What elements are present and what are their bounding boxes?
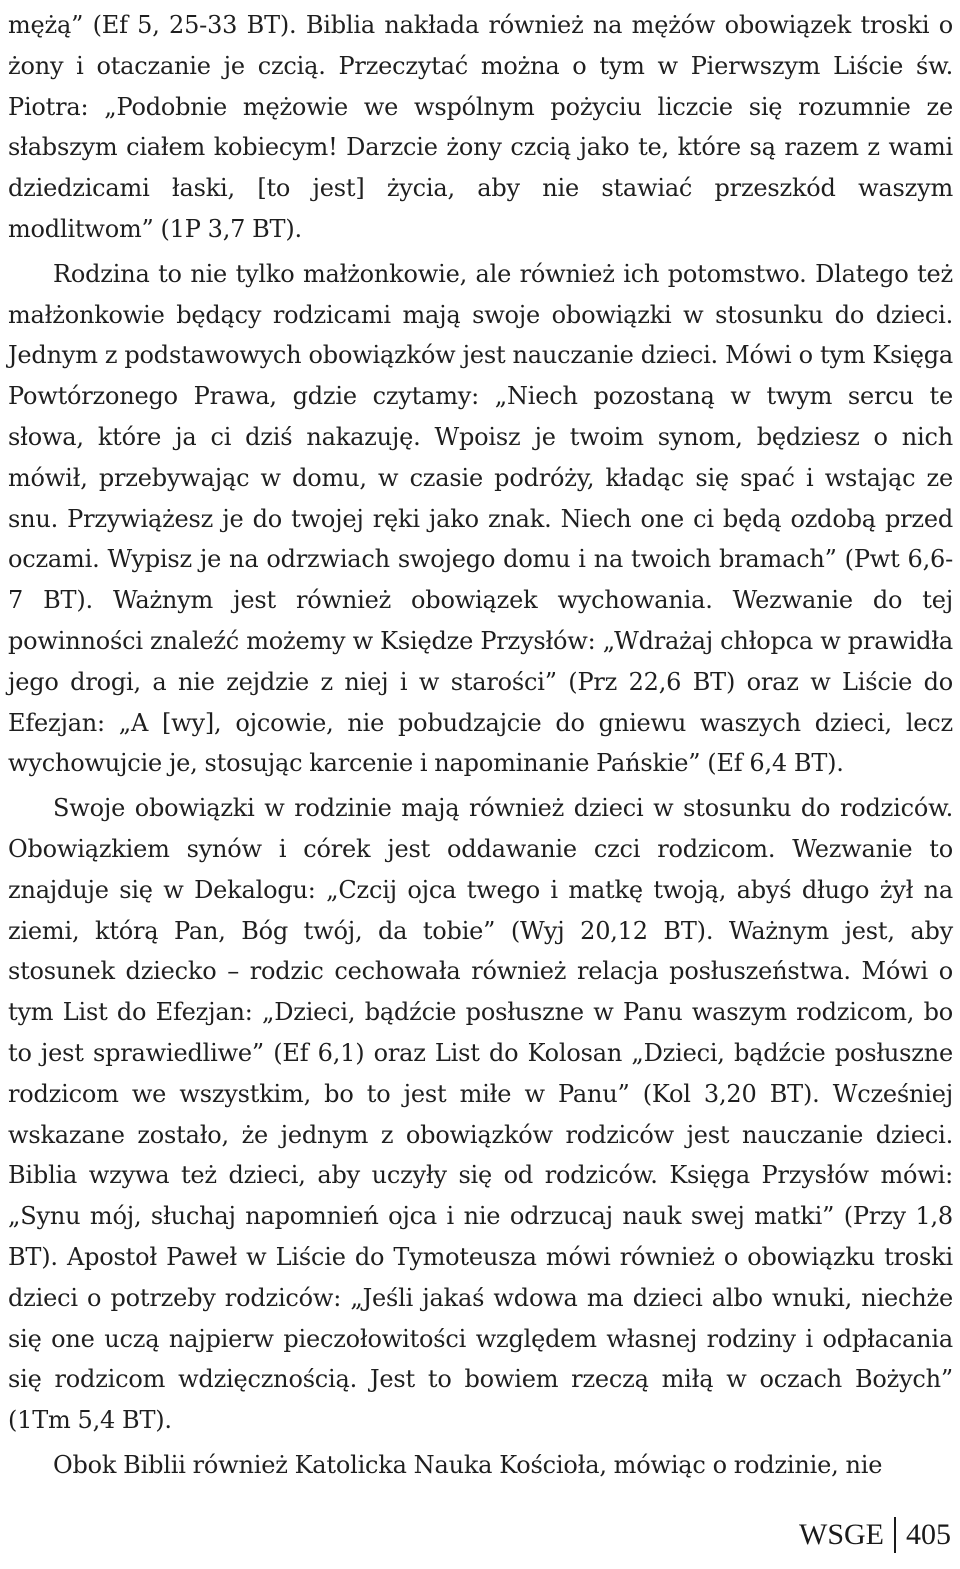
page-footer <box>799 1517 951 1553</box>
paragraph-1: mężą” (Ef 5, 25-33 BT). Biblia nakłada również na mężów obowiązek troski o żony i otaczanie je czcią. Przeczytać można o tym w Pierwszym Liście św. Piotra: „Podobnie mężowie we wspólnym pożyciu liczcie się rozumnie ze słabszym ciałem kobiecym! Darzcie żony czcią jako te, które są razem z wami dziedzicami łaski, [to jest] życia, aby nie stawiać przeszkód waszym modlitwom” (1P 3,7 BT). <box>8 11 953 243</box>
document-page <box>8 0 953 1486</box>
footer-divider <box>894 1517 896 1553</box>
paragraph-4: Obok Biblii również Katolicka Nauka Kościoła, mówiąc o rodzinie, nie <box>53 1450 883 1479</box>
page-number: 405 <box>906 1518 951 1551</box>
publisher-name: WSGE <box>799 1518 884 1551</box>
paragraph-2: Rodzina to nie tylko małżonkowie, ale również ich potomstwo. Dlatego też małżonkowie będący rodzicami mają swoje obowiązki w stosunku do dzieci. Jednym z podstawowych obowiązków jest nauczanie dzieci. Mówi o tym Księga Powtórzonego Prawa, gdzie czytamy: „Niech pozostaną w twym sercu te słowa, które ja ci dziś nakazuję. Wpoisz je twoim synom, będziesz o nich mówił, przebywając w domu, w czasie podróży, kładąc się spać i wstając ze snu. Przywiążesz je do twojej ręki jako znak. Niech one ci będą ozdobą przed oczami. Wypisz je na odrzwiach swojego domu i na twoich bramach” (Pwt 6,6-7 BT). Ważnym jest również obowiązek wychowania. Wezwanie do tej powinności znaleźć możemy w Księdze Przysłów: „Wdrażaj chłopca w prawidła jego drogi, a nie zejdzie z niej i w starości” (Prz 22,6 BT) oraz w Liście do Efezjan: „A [wy], ojcowie, nie pobudzajcie do gniewu waszych dzieci, lecz wychowujcie je, stosując karcenie i napominanie Pańskie” (Ef 6,4 BT). <box>8 259 953 778</box>
paragraph-3: Swoje obowiązki w rodzinie mają również dzieci w stosunku do rodziców. Obowiązkiem synów i córek jest oddawanie czci rodzicom. Wezwanie to znajduje się w Dekalogu: „Czcij ojca twego i matkę twoją, abyś długo żył na ziemi, którą Pan, Bóg twój, da tobie” (Wyj 20,12 BT). Ważnym jest, aby stosunek dziecko – rodzic cechowała również relacja posłuszeństwa. Mówi o tym List do Efezjan: „Dzieci, bądźcie posłuszne w Panu waszym rodzicom, bo to jest sprawiedliwe” (Ef 6,1) oraz List do Kolosan „Dzieci, bądźcie posłuszne rodzicom we wszystkim, bo to jest miłe w Panu” (Kol 3,20 BT). Wcześniej wskazane zostało, że jednym z obowiązków rodziców jest nauczanie dzieci. Biblia wzywa też dzieci, aby uczyły się od rodziców. Księga Przysłów mówi: „Synu mój, słuchaj napomnień ojca i nie odrzucaj nauk swej matki” (Przy 1,8 BT). Apostoł Paweł w Liście do Tymoteusza mówi również o obowiązku troski dzieci o potrzeby rodziców: „Jeśli jakaś wdowa ma dzieci albo wnuki, niechże się one uczą najpierw pieczołowitości względem własnej rodziny i odpłacania się rodzicom wdzięcznością. Jest to bowiem rzeczą miłą w oczach Bożych” (1Tm 5,4 BT). <box>8 794 953 1435</box>
